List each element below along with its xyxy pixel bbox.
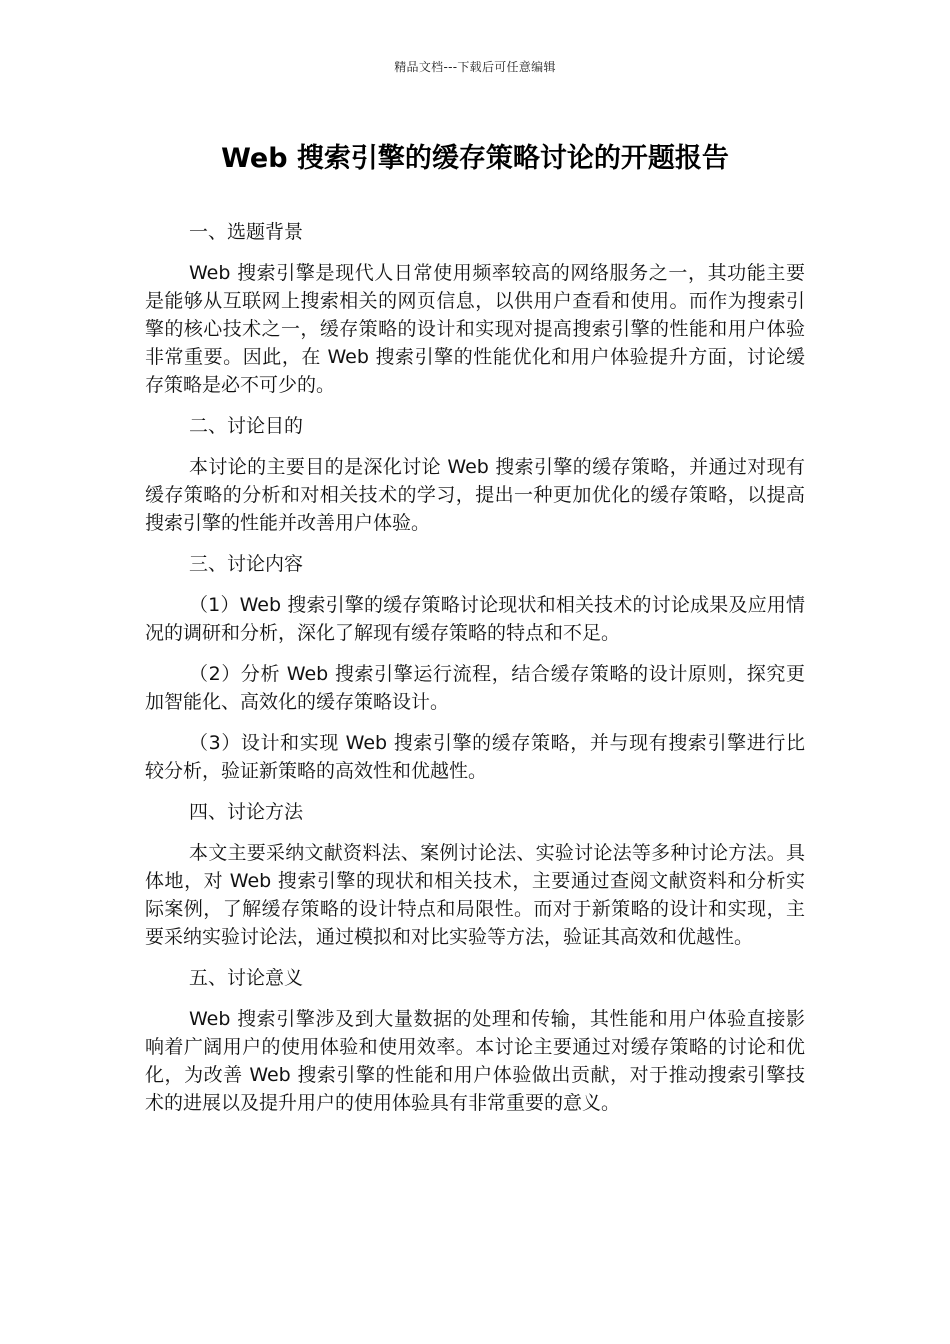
section-method bbox=[145, 798, 805, 951]
list-item: （2）分析 Web 搜索引擎运行流程，结合缓存策略的设计原则，探究更加智能化、高效化的缓存策略设计。 bbox=[145, 663, 805, 713]
section-heading: 三、讨论内容 bbox=[189, 553, 304, 575]
section-content bbox=[145, 550, 805, 785]
document-body bbox=[145, 218, 805, 1130]
section-heading: 四、讨论方法 bbox=[189, 801, 304, 823]
section-purpose bbox=[145, 412, 805, 537]
section-heading: 二、讨论目的 bbox=[189, 415, 304, 437]
list-item: （1）Web 搜索引擎的缓存策略讨论现状和相关技术的讨论成果及应用情况的调研和分析，深化了解现有缓存策略的特点和不足。 bbox=[145, 594, 805, 644]
header-note: 精品文档---下载后可任意编辑 bbox=[394, 60, 556, 74]
section-background bbox=[145, 218, 805, 399]
body-paragraph: Web 搜索引擎涉及到大量数据的处理和传输，其性能和用户体验直接影响着广阔用户的使用体验和使用效率。本讨论主要通过对缓存策略的讨论和优化，为改善 Web 搜索引擎的性能和用户体验做出贡献，对于推动搜索引擎技术的进展以及提升用户的使用体验具有非常重要的意义。 bbox=[145, 1008, 805, 1114]
section-heading: 一、选题背景 bbox=[189, 221, 304, 243]
body-paragraph: 本文主要采纳文献资料法、案例讨论法、实验讨论法等多种讨论方法。具体地，对 Web 搜索引擎的现状和相关技术，主要通过查阅文献资料和分析实际案例，了解缓存策略的设计特点和局限性。而对于新策略的设计和实现，主要采纳实验讨论法，通过模拟和对比实验等方法，验证其高效和优越性。 bbox=[145, 842, 805, 948]
section-heading: 五、讨论意义 bbox=[189, 967, 304, 989]
document-title: Web 搜索引擎的缓存策略讨论的开题报告 bbox=[221, 143, 729, 174]
body-paragraph: Web 搜索引擎是现代人日常使用频率较高的网络服务之一，其功能主要是能够从互联网上搜索相关的网页信息，以供用户查看和使用。而作为搜索引擎的核心技术之一，缓存策略的设计和实现对提高搜索引擎的性能和用户体验非常重要。因此，在 Web 搜索引擎的性能优化和用户体验提升方面，讨论缓存策略是必不可少的。 bbox=[145, 262, 805, 396]
section-significance bbox=[145, 964, 805, 1117]
list-item: （3）设计和实现 Web 搜索引擎的缓存策略，并与现有搜索引擎进行比较分析，验证新策略的高效性和优越性。 bbox=[145, 732, 805, 782]
body-paragraph: 本讨论的主要目的是深化讨论 Web 搜索引擎的缓存策略，并通过对现有缓存策略的分析和对相关技术的学习，提出一种更加优化的缓存策略，以提高搜索引擎的性能并改善用户体验。 bbox=[145, 456, 805, 534]
